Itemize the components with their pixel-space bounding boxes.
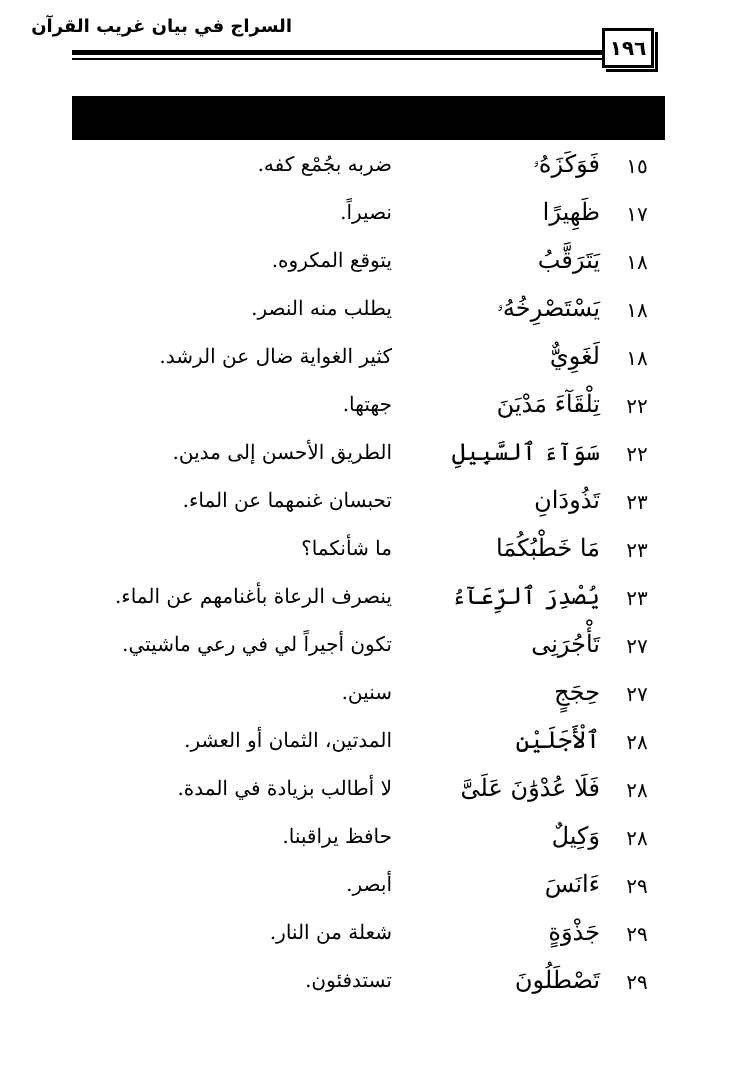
quran-word: ءَانَسَ <box>544 870 600 898</box>
verse-number: ٢٩ <box>626 874 648 898</box>
glossary-row <box>0 194 755 240</box>
page-number: ١٩٦ <box>602 28 654 68</box>
verse-number: ١٨ <box>626 298 648 322</box>
glossary-row <box>0 962 755 1008</box>
quran-word: تَأْجُرَنِى <box>531 630 600 658</box>
verse-number: ١٧ <box>626 202 648 226</box>
verse-number: ٢٨ <box>626 730 648 754</box>
header-rule-thick <box>72 50 602 55</box>
word-meaning: شعلة من النار. <box>269 920 392 944</box>
quran-word: تِلْقَآءَ مَدْيَنَ <box>496 390 600 418</box>
quran-word: فَلَا عُدْوَٰنَ عَلَىَّ <box>460 774 600 802</box>
quran-word: لَغَوِيٌّ <box>549 342 600 370</box>
quran-word: فَوَكَزَهُۥ <box>532 150 600 178</box>
glossary-row <box>0 770 755 816</box>
verse-number: ٢٩ <box>626 922 648 946</box>
glossary-row <box>0 722 755 768</box>
verse-number: ٢٨ <box>626 826 648 850</box>
verse-number: ٢٣ <box>626 586 648 610</box>
header-rule-thin <box>72 58 602 60</box>
word-meaning: ما شأنكما؟ <box>301 536 392 560</box>
section-banner <box>72 96 665 140</box>
glossary-row <box>0 818 755 864</box>
quran-word: تَذُودَانِ <box>534 486 600 514</box>
word-meaning: يتوقع المكروه. <box>271 248 392 272</box>
glossary-row <box>0 578 755 624</box>
word-meaning: يطلب منه النصر. <box>251 296 392 320</box>
quran-word: مَا خَطْبُكُمَا <box>495 534 600 562</box>
glossary-row <box>0 530 755 576</box>
glossary-row <box>0 482 755 528</box>
word-meaning: تحبسان غنمهما عن الماء. <box>182 488 392 512</box>
word-meaning: تستدفئون. <box>305 968 392 992</box>
quran-word: حِجَجٍ <box>554 678 600 706</box>
quran-word: ٱلْأَجَلَيْنِ <box>515 726 600 754</box>
glossary-row <box>0 242 755 288</box>
quran-word: يُصْدِرَ ٱلرِّعَآءُ <box>451 582 600 610</box>
glossary-row <box>0 338 755 384</box>
glossary-row <box>0 146 755 192</box>
verse-number: ٢٢ <box>626 394 648 418</box>
verse-number: ٢٧ <box>626 634 648 658</box>
verse-number: ١٥ <box>626 154 648 178</box>
verse-number: ٢٩ <box>626 970 648 994</box>
quran-word: وَكِيلٌ <box>551 822 600 850</box>
word-meaning: حافظ يراقبنا. <box>282 824 392 848</box>
word-meaning: المدتين، الثمان أو العشر. <box>184 728 392 752</box>
verse-number: ١٨ <box>626 250 648 274</box>
word-meaning: تكون أجيراً لي في رعي ماشيتي. <box>122 632 392 656</box>
glossary-row <box>0 386 755 432</box>
glossary-row <box>0 290 755 336</box>
glossary-row <box>0 626 755 672</box>
book-title: السراج في بيان غريب القرآن <box>31 16 292 37</box>
glossary-row <box>0 914 755 960</box>
glossary-row <box>0 674 755 720</box>
word-meaning: أبصر. <box>346 872 392 896</box>
quran-word: ظَهِيرًا <box>542 198 600 226</box>
word-meaning: سنين. <box>341 680 392 704</box>
word-meaning: ينصرف الرعاة بأغنامهم عن الماء. <box>114 584 392 608</box>
verse-number: ١٨ <box>626 346 648 370</box>
quran-word: جَذْوَةٍ <box>548 918 600 946</box>
quran-word: سَوَآءَ ٱلسَّبِيلِ <box>451 438 600 466</box>
verse-number: ٢٨ <box>626 778 648 802</box>
verse-number: ٢٣ <box>626 538 648 562</box>
glossary-row <box>0 434 755 480</box>
quran-word: يَسْتَصْرِخُهُۥ <box>496 294 600 322</box>
quran-word: يَتَرَقَّبُ <box>537 246 600 274</box>
word-meaning: كثير الغواية ضال عن الرشد. <box>159 344 392 368</box>
word-meaning: نصيراً. <box>340 200 392 224</box>
quran-word: تَصْطَلُونَ <box>514 966 600 994</box>
word-meaning: لا أطالب بزيادة في المدة. <box>177 776 392 800</box>
verse-number: ٢٧ <box>626 682 648 706</box>
word-meaning: ضربه بجُمْع كفه. <box>257 152 392 176</box>
glossary-row <box>0 866 755 912</box>
word-meaning: الطريق الأحسن إلى مدين. <box>172 440 392 464</box>
word-meaning: جهتها. <box>342 392 392 416</box>
verse-number: ٢٢ <box>626 442 648 466</box>
verse-number: ٢٣ <box>626 490 648 514</box>
